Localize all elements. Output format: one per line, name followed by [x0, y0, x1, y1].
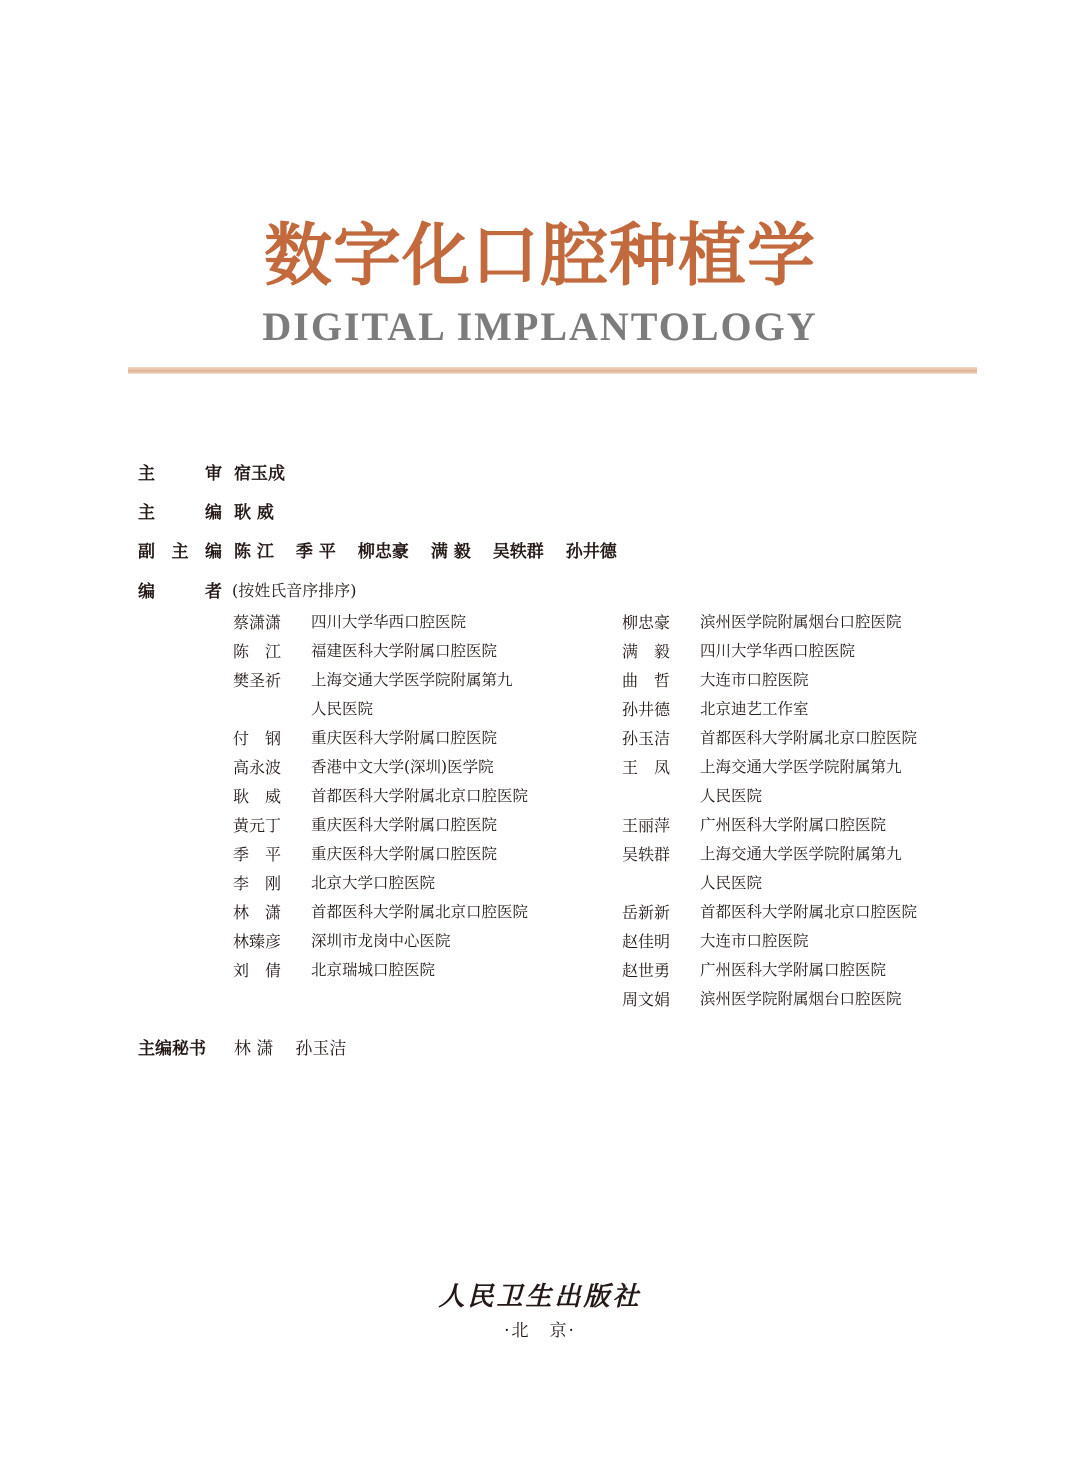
author-affiliation: 北京迪艺工作室 — [700, 700, 809, 718]
author-affiliation: 上海交通大学医学院附属第九 人民医院 — [700, 845, 902, 892]
author-name: 樊圣祈 — [233, 671, 282, 690]
authors-left-column — [233, 608, 613, 985]
associate-editors-label: 副 主 编 — [138, 541, 222, 562]
author-name: 刘 倩 — [233, 961, 282, 980]
associate-editor-name: 孙井德 — [565, 541, 617, 562]
author-entry — [233, 637, 613, 666]
author-affiliation: 首都医科大学附属北京口腔医院 — [311, 787, 529, 805]
author-affiliation: 首都医科大学附属北京口腔医院 — [311, 903, 529, 921]
authors-label: 编 者 — [138, 581, 222, 602]
chief-editor-name: 耿 威 — [234, 502, 274, 523]
author-entry — [233, 782, 613, 811]
author-name: 赵佳明 — [622, 932, 671, 951]
secretary-label: 主 编 秘 书 — [138, 1038, 206, 1059]
associate-editor-name: 吴轶群 — [492, 541, 544, 562]
chief-editor-label: 主 编 — [138, 502, 222, 523]
author-name: 吴轶群 — [622, 845, 671, 864]
associate-editors-row — [138, 534, 639, 564]
author-entry — [622, 811, 1002, 840]
secretary-row — [138, 1031, 368, 1061]
author-name: 陈 江 — [233, 642, 282, 661]
reviewer-names — [234, 459, 307, 484]
author-entry — [622, 608, 1002, 637]
author-name: 柳忠豪 — [622, 613, 671, 632]
associate-editor-name: 柳忠豪 — [357, 541, 409, 562]
reviewer-label: 主 审 — [138, 463, 222, 484]
author-affiliation: 重庆医科大学附属口腔医院 — [311, 816, 498, 834]
author-entry — [233, 811, 613, 840]
author-name: 李 刚 — [233, 874, 282, 893]
secretary-name: 孙玉洁 — [295, 1038, 347, 1059]
author-name: 周文娟 — [622, 990, 671, 1009]
author-affiliation: 滨州医学院附属烟台口腔医院 — [700, 613, 902, 631]
title-divider — [128, 367, 977, 374]
publisher-city: ·北 京· — [504, 1321, 576, 1341]
secretary-name: 林 潇 — [234, 1038, 274, 1059]
author-affiliation: 香港中文大学(深圳)医学院 — [311, 758, 494, 776]
author-entry — [622, 695, 1002, 724]
author-name: 季 平 — [233, 845, 282, 864]
author-entry — [622, 753, 1002, 811]
author-name: 高永波 — [233, 758, 282, 777]
author-entry — [622, 927, 1002, 956]
author-affiliation: 四川大学华西口腔医院 — [311, 613, 467, 631]
associate-editor-name: 满 毅 — [430, 541, 471, 562]
author-entry — [233, 956, 613, 985]
author-entry — [233, 753, 613, 782]
author-entry — [233, 666, 613, 724]
author-affiliation: 福建医科大学附属口腔医院 — [311, 642, 498, 660]
chief-editor-names — [234, 498, 296, 523]
book-title-english: DIGITAL IMPLANTOLOGY — [262, 304, 818, 349]
author-name: 林 潇 — [233, 903, 282, 922]
author-entry — [622, 840, 1002, 898]
author-name: 林臻彦 — [233, 932, 282, 951]
author-name: 黄元丁 — [233, 816, 282, 835]
book-title-chinese: 数字化口腔种植学 — [263, 217, 816, 296]
author-affiliation: 北京大学口腔医院 — [311, 874, 436, 892]
reviewer-row — [138, 456, 307, 486]
author-affiliation: 重庆医科大学附属口腔医院 — [311, 729, 498, 747]
authors-right-column — [622, 608, 1002, 1014]
author-entry — [233, 869, 613, 898]
author-name: 满 毅 — [622, 642, 671, 661]
author-affiliation: 四川大学华西口腔医院 — [700, 642, 856, 660]
reviewer-name: 宿玉成 — [234, 463, 285, 484]
author-affiliation: 上海交通大学医学院附属第九 人民医院 — [311, 671, 513, 718]
author-name: 孙井德 — [622, 700, 671, 719]
authors-row — [138, 574, 357, 604]
author-name: 岳新新 — [622, 903, 671, 922]
publisher-name: 人民卫生出版社 — [438, 1282, 642, 1312]
author-entry — [233, 608, 613, 637]
author-name: 付 钢 — [233, 729, 282, 748]
author-affiliation: 广州医科大学附属口腔医院 — [700, 816, 887, 834]
author-affiliation: 北京瑞城口腔医院 — [311, 961, 436, 979]
author-affiliation: 大连市口腔医院 — [700, 932, 809, 950]
author-entry — [622, 724, 1002, 753]
author-entry — [233, 898, 613, 927]
author-affiliation: 上海交通大学医学院附属第九 人民医院 — [700, 758, 902, 805]
author-name: 耿 威 — [233, 787, 282, 806]
chief-editor-row — [138, 495, 296, 525]
author-name: 王 凤 — [622, 758, 671, 777]
author-name: 曲 哲 — [622, 671, 671, 690]
author-entry — [622, 666, 1002, 695]
author-name: 孙玉洁 — [622, 729, 671, 748]
author-entry — [622, 898, 1002, 927]
author-affiliation: 广州医科大学附属口腔医院 — [700, 961, 887, 979]
secretary-names — [234, 1034, 368, 1059]
author-entry — [622, 637, 1002, 666]
author-affiliation: 大连市口腔医院 — [700, 671, 809, 689]
author-name: 王丽萍 — [622, 816, 671, 835]
associate-editors-names — [234, 537, 639, 562]
associate-editor-name: 陈 江 — [234, 541, 274, 562]
author-name: 蔡潇潇 — [233, 613, 282, 632]
author-entry — [233, 724, 613, 753]
associate-editor-name: 季 平 — [295, 541, 336, 562]
authors-order-note: (按姓氏音序排序) — [232, 580, 357, 600]
author-affiliation: 首都医科大学附属北京口腔医院 — [700, 903, 918, 921]
author-affiliation: 滨州医学院附属烟台口腔医院 — [700, 990, 902, 1008]
author-affiliation: 深圳市龙岗中心医院 — [311, 932, 451, 950]
author-entry — [622, 985, 1002, 1014]
author-entry — [233, 840, 613, 869]
author-name: 赵世勇 — [622, 961, 671, 980]
author-entry — [622, 956, 1002, 985]
author-affiliation: 首都医科大学附属北京口腔医院 — [700, 729, 918, 747]
author-entry — [233, 927, 613, 956]
author-affiliation: 重庆医科大学附属口腔医院 — [311, 845, 498, 863]
